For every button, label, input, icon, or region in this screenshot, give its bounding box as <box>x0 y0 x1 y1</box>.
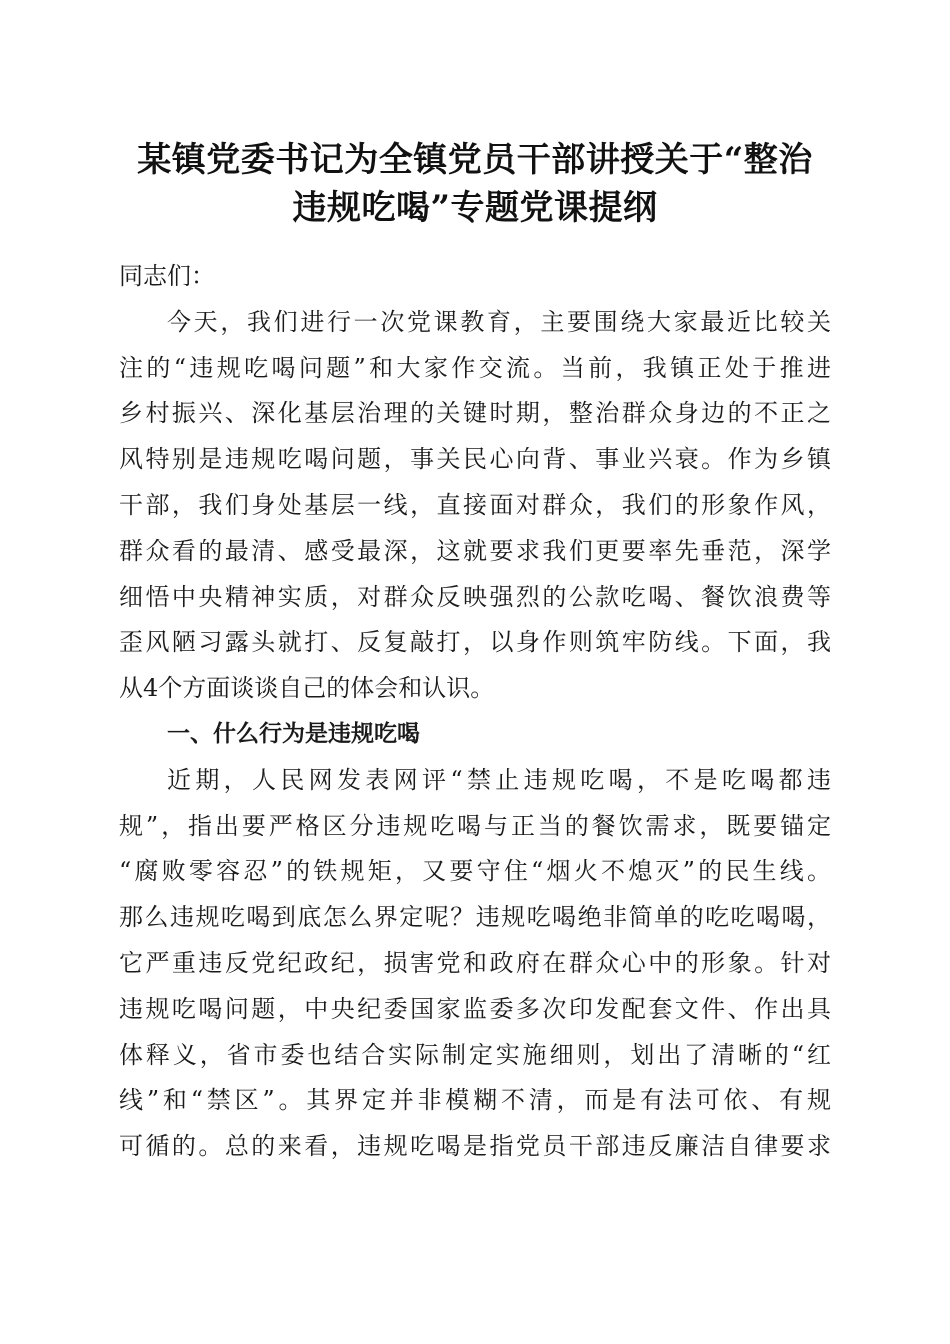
paragraph-line: 今天，我们进行一次党课教育，主要围绕大家最近比较关 <box>167 307 831 336</box>
paragraph-line: 注的“违规吃喝问题”和大家作交流。当前，我镇正处于推进 <box>119 353 831 382</box>
paragraph-line: 干部，我们身处基层一线，直接面对群众，我们的形象作风， <box>119 490 831 519</box>
paragraph-line: 细悟中央精神实质，对群众反映强烈的公款吃喝、餐饮浪费等 <box>119 582 831 611</box>
paragraph-line: 歪风陋习露头就打、反复敲打，以身作则筑牢防线。下面，我 <box>119 628 831 657</box>
paragraph-line: 体释义，省市委也结合实际制定实施细则，划出了清晰的“红 <box>119 1040 831 1069</box>
paragraph-line: 乡村振兴、深化基层治理的关键时期，整治群众身边的不正之 <box>119 399 831 428</box>
paragraph-line: 风特别是违规吃喝问题，事关民心向背、事业兴衰。作为乡镇 <box>119 445 831 474</box>
greeting: 同志们： <box>119 262 215 290</box>
document-body <box>119 254 831 1170</box>
title-line-1: 某镇党委书记为全镇党员干部讲授关于“整治 <box>137 140 813 180</box>
paragraph-line: 近期，人民网发表网评“禁止违规吃喝，不是吃喝都违 <box>167 765 831 794</box>
paragraph-line: 规”，指出要严格区分违规吃喝与正当的餐饮需求，既要锚定 <box>119 811 831 840</box>
paragraph-line: 它严重违反党纪政纪，损害党和政府在群众心中的形象。针对 <box>119 948 831 977</box>
paragraph-line: 那么违规吃喝到底怎么界定呢？违规吃喝绝非简单的吃吃喝喝， <box>119 903 831 932</box>
paragraph-line: “腐败零容忍”的铁规矩，又要守住“烟火不熄灭”的民生线。 <box>119 857 831 886</box>
paragraph-line: 群众看的最清、感受最深，这就要求我们更要率先垂范，深学 <box>119 536 831 565</box>
document-title <box>100 136 850 232</box>
section-heading: 一、什么行为是违规吃喝 <box>167 720 420 747</box>
paragraph-line: 违规吃喝问题，中央纪委国家监委多次印发配套文件、作出具 <box>119 994 831 1023</box>
paragraph-line: 可循的。总的来看，违规吃喝是指党员干部违反廉洁自律要求 <box>119 1132 831 1161</box>
title-line-2: 违规吃喝”专题党课提纲 <box>292 188 658 228</box>
paragraph-line: 从4个方面谈谈自己的体会和认识。 <box>119 674 495 703</box>
paragraph-line: 线”和“禁区”。其界定并非模糊不清，而是有法可依、有规 <box>119 1086 831 1115</box>
